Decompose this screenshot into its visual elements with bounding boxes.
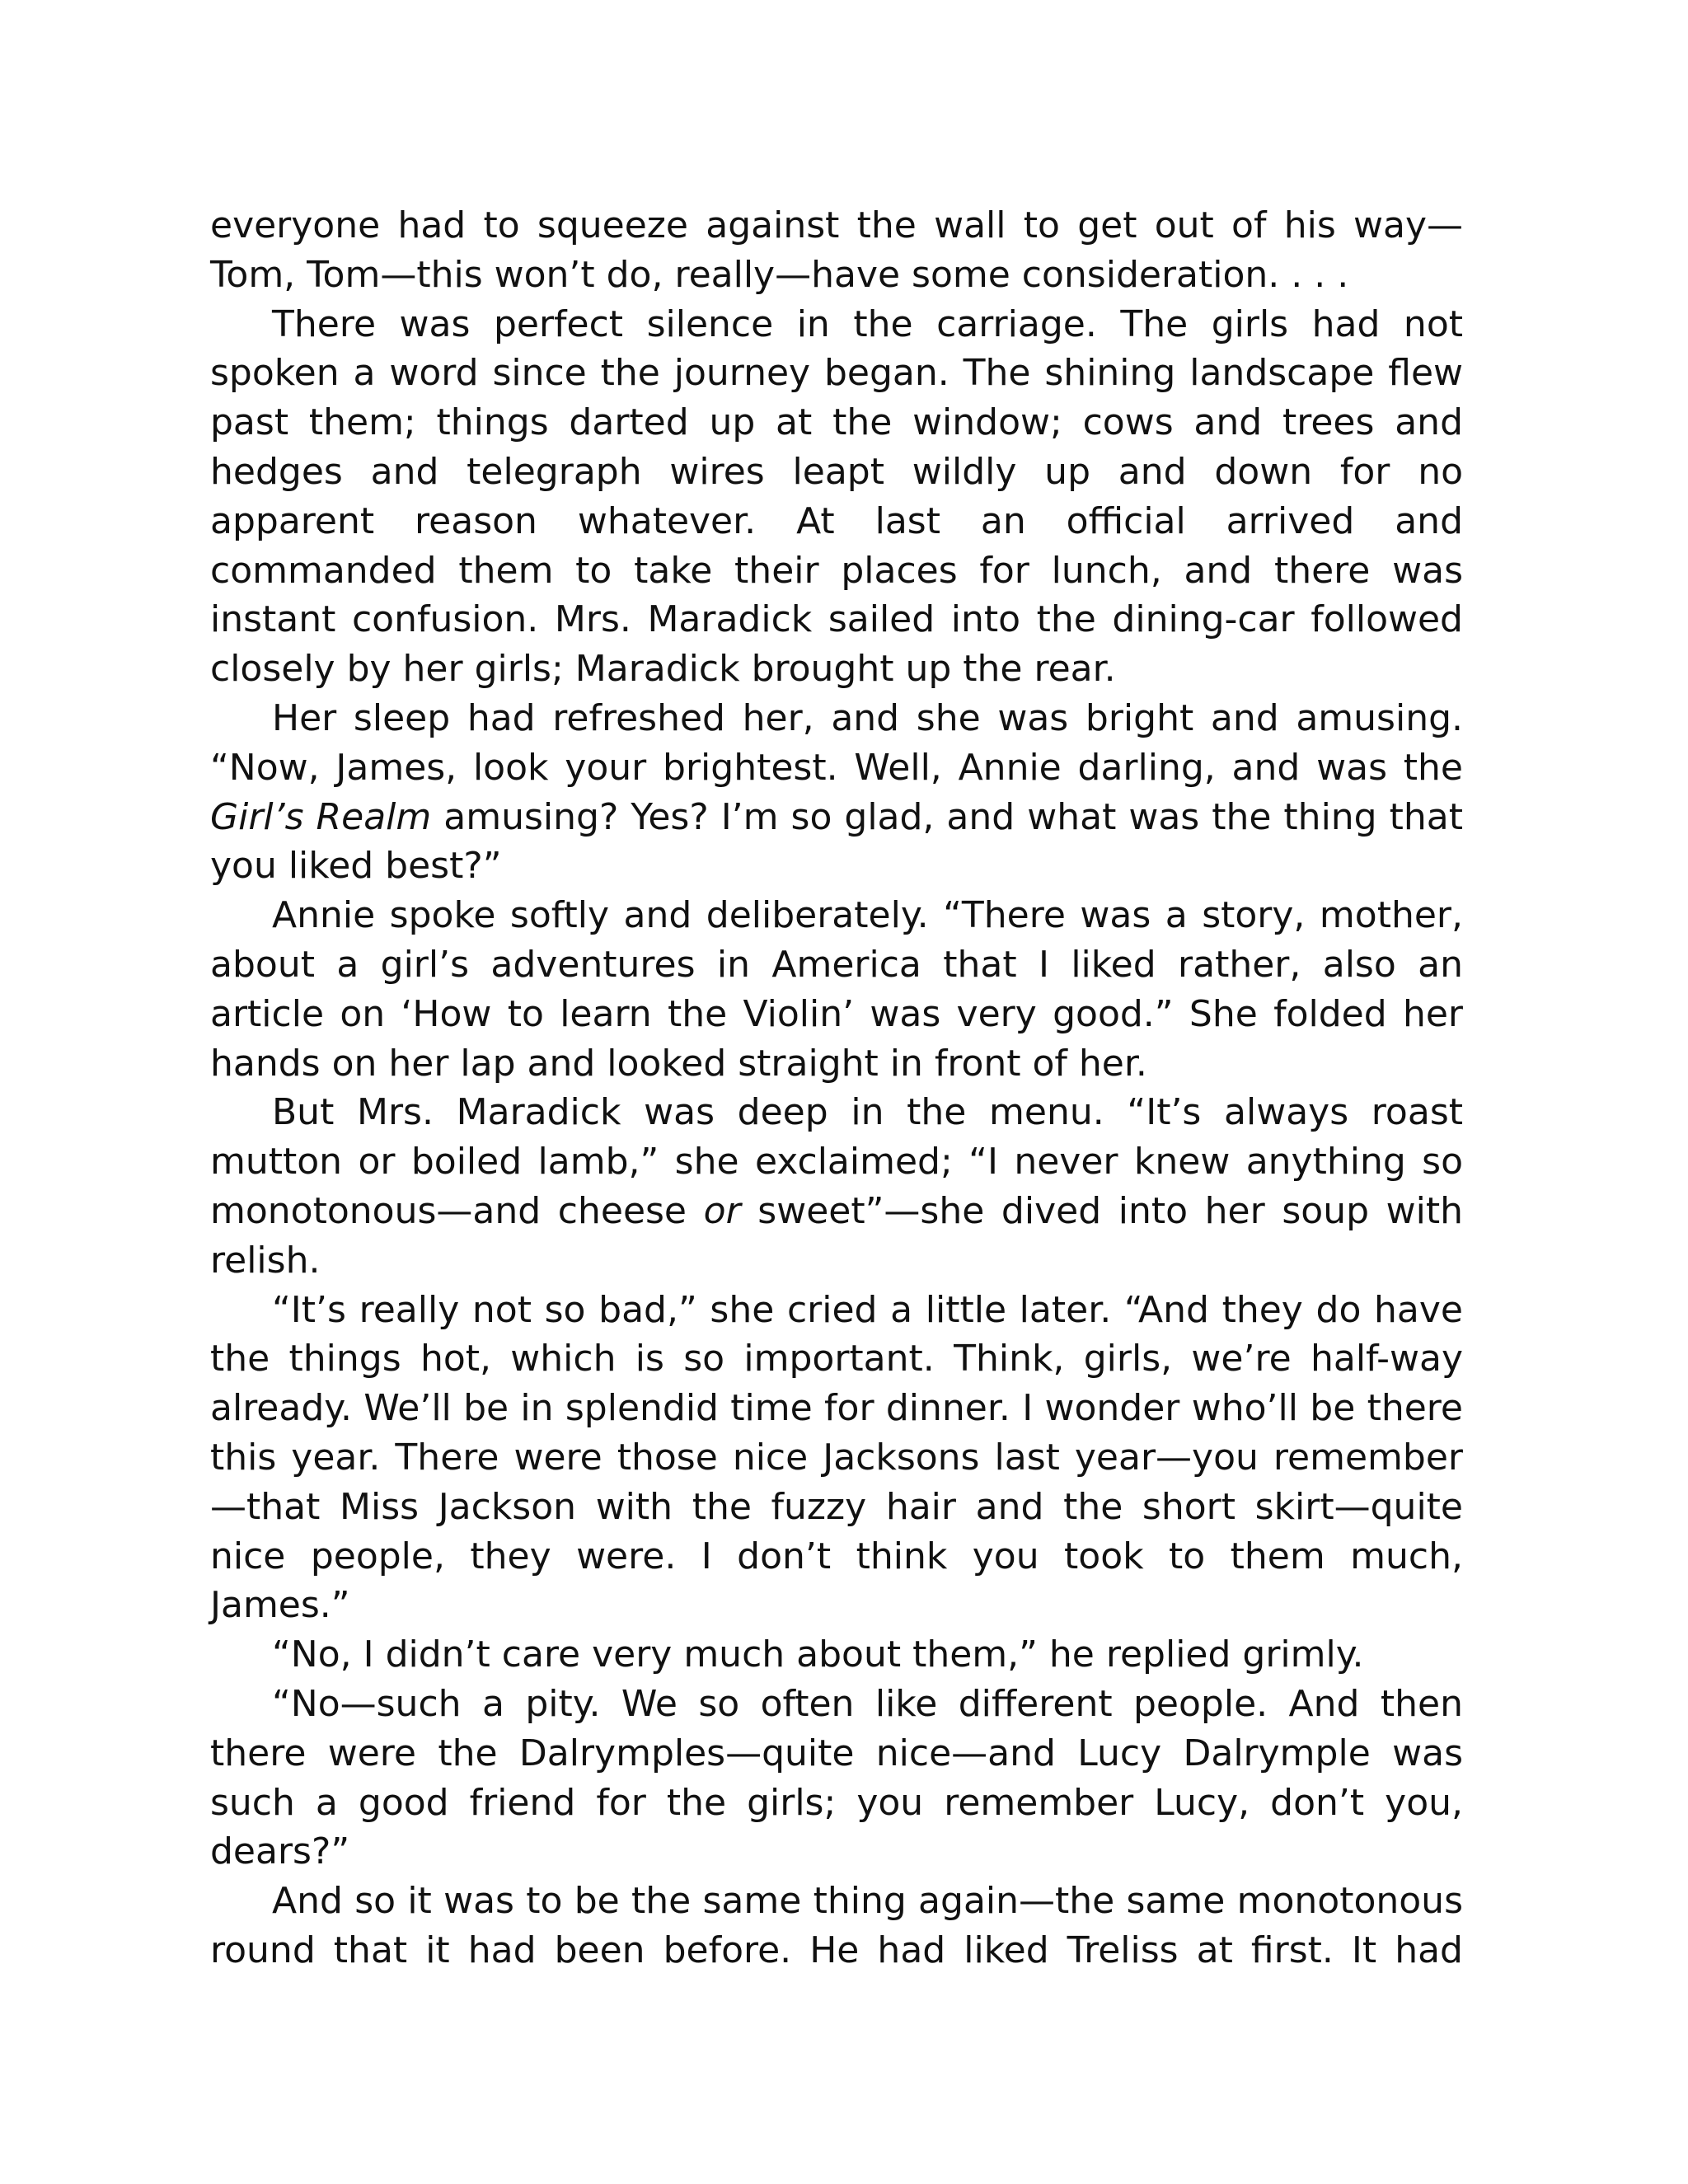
text-segment: “No—such a pity. We so often like different people. And then there were the Dalrymples—quite nice—and Lucy Dalrymple was such a good friend for the girls; you remember Lucy, don’t you, dears?”	[210, 1682, 1463, 1873]
text-segment: “No, I didn’t care very much about them,” he replied grimly.	[272, 1633, 1364, 1676]
paragraph	[210, 1088, 1463, 1285]
text-segment: sweet”—she dived into her soup with relish.	[210, 1189, 1464, 1282]
text-segment: There was perfect silence in the carriage. The girls had not spoken a word since the journey began. The shining landscape flew past them; things darted up at the window; cows and trees and hedges and telegraph wires leapt wildly up and down for no apparent reason whatever. At last an official arrived and commanded them to take their places for lunch, and there was instant confusion. Mrs. Maradick sailed into the dining-car followed closely by her girls; Maradick brought up the rear.	[210, 302, 1463, 691]
italic-title: Girl’s Realm	[210, 795, 432, 838]
paragraph	[210, 1286, 1463, 1631]
text-segment: Her sleep had refreshed her, and she was bright and amusing. “Now, James, look your brightest. Well, Annie darling, and was the	[210, 696, 1463, 789]
paragraph	[210, 1877, 1463, 1975]
paragraph	[210, 1680, 1463, 1877]
text-segment: And so it was to be the same thing again—the same monotonous round that it had been before. He had liked Treliss at first. It had	[210, 1880, 1463, 1971]
text-segment: amusing? Yes? I’m so glad, and what was the thing that you liked best?”	[210, 795, 1463, 888]
paragraph	[210, 300, 1463, 694]
paragraph	[210, 201, 1463, 300]
text-segment: But Mrs. Maradick was deep in the menu. “It’s always roast mutton or boiled lamb,” she exclaimed; “I never knew anything so monotonous—and cheese	[210, 1091, 1463, 1232]
paragraph	[210, 891, 1463, 1088]
paragraph	[210, 694, 1463, 891]
text-segment: Annie spoke softly and deliberately. “There was a story, mother, about a girl’s adventures in America that I liked rather, also an article on ‘How to learn the Violin’ was very good.” She folded her hands on her lap and looked straight in front of her.	[210, 894, 1463, 1085]
text-segment: “It’s really not so bad,” she cried a little later. “And they do have the things hot, which is so important. Think, girls, we’re half-way already. We’ll be in splendid time for dinner. I wonder who’ll be there this year. There were those nice Jacksons last year—you remember —that Miss Jackson with the fuzzy hair and the short skirt—quite nice people, they were. I don’t think you took to them much, James.”	[210, 1288, 1463, 1627]
book-page-text	[210, 201, 1463, 1975]
paragraph	[210, 1630, 1463, 1680]
text-segment: everyone had to squeeze against the wall to get out of his way—Tom, Tom—this won’t do, really—have some consideration. . . .	[210, 204, 1463, 296]
italic-emphasis: or	[703, 1189, 741, 1232]
